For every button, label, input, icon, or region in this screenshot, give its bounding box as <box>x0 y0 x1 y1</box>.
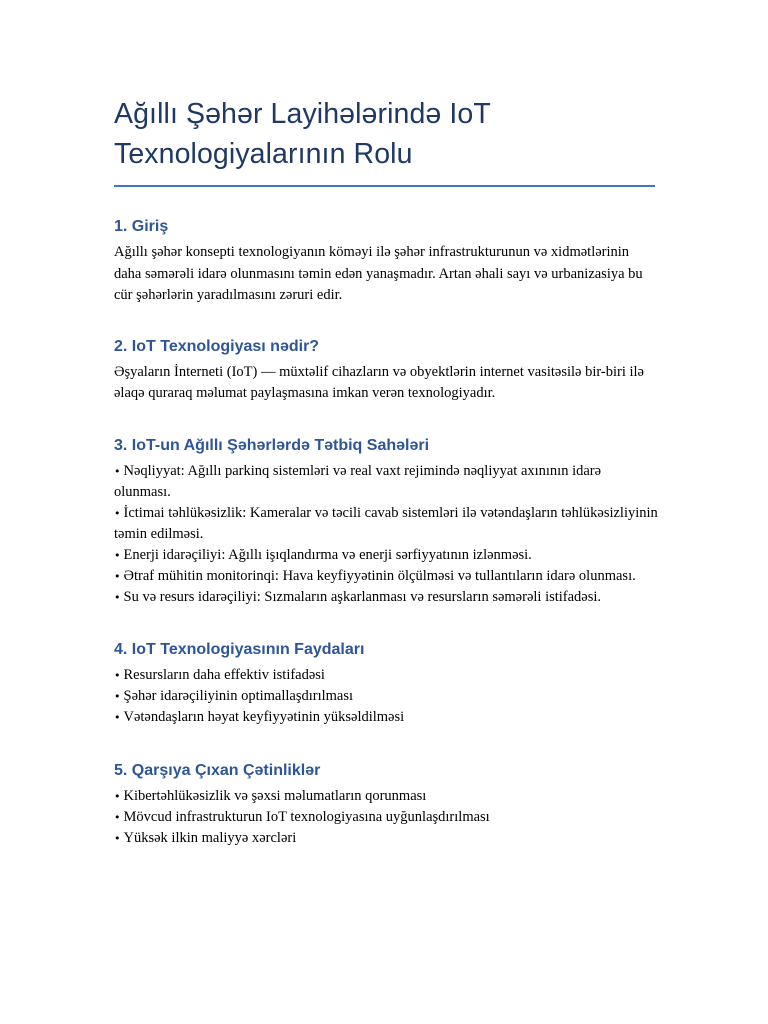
bullet-glyph: • <box>114 506 121 520</box>
list-item <box>114 461 659 503</box>
section-heading-applications: 3. IoT-un Ağıllı Şəhərlərdə Tətbiq Sahələri <box>114 436 430 454</box>
document-title <box>114 94 659 174</box>
bullet-glyph: • <box>114 789 121 803</box>
section-paragraph-what-is-iot: Əşyaların İnterneti (IoT) — müxtəlif cihazların və obyektlərin internet vasitəsilə bir-biri ilə əlaqə quraraq məlumat paylaşmasına imkan verən texnologiyadır. <box>114 363 644 401</box>
list-item-text: Su və resurs idarəçiliyi: Sızmaların aşkarlanması və resursların səmərəli istifadəsi. <box>123 588 602 605</box>
section-heading-challenges: 5. Qarşıya Çıxan Çətinliklər <box>114 761 321 779</box>
list-item <box>114 665 659 686</box>
list-item <box>114 503 659 545</box>
list-item <box>114 545 659 566</box>
bullet-glyph: • <box>114 710 121 724</box>
document-page <box>114 94 659 849</box>
list-item-text: Resursların daha effektiv istifadəsi <box>123 666 325 683</box>
list-item-text: İctimai təhlükəsizlik: Kameralar və təcili cavab sistemləri ilə vətəndaşların təhlükəsizliyinin təmin edilməsi. <box>114 504 658 542</box>
bullet-glyph: • <box>114 810 121 824</box>
bullet-glyph: • <box>114 590 121 604</box>
bullet-glyph: • <box>114 689 121 703</box>
list-item <box>114 786 659 807</box>
list-item-text: Yüksək ilkin maliyyə xərcləri <box>123 829 297 846</box>
bullet-glyph: • <box>114 831 121 845</box>
section-heading-what-is-iot: 2. IoT Texnologiyası nədir? <box>114 337 320 355</box>
section-heading-intro: 1. Giriş <box>114 218 169 235</box>
benefits-list <box>114 665 659 728</box>
list-item <box>114 807 659 828</box>
list-item-text: Ətraf mühitin monitorinqi: Hava keyfiyyətinin ölçülməsi və tullantıların idarə olunması. <box>123 567 636 584</box>
list-item <box>114 566 659 587</box>
title-line-2: Texnologiyalarının Rolu <box>114 138 413 170</box>
section-paragraph-intro: Ağıllı şəhər konsepti texnologiyanın köməyi ilə şəhər infrastrukturunun və xidmətlərinin daha səmərəli idarə olunmasını təmin edən yanaşmadır. Artan əhali sayı və urbanizasiya bu cür şəhərlərin yaradılmasını zəruri edir. <box>114 244 643 303</box>
bullet-glyph: • <box>114 548 121 562</box>
list-item <box>114 587 659 608</box>
challenges-list <box>114 786 659 849</box>
bullet-glyph: • <box>114 569 121 583</box>
list-item-text: Nəqliyyat: Ağıllı parkinq sistemləri və real vaxt rejimində nəqliyyat axınının idarə olunması. <box>114 462 602 500</box>
list-item <box>114 686 659 707</box>
title-divider <box>114 185 655 187</box>
list-item <box>114 828 659 849</box>
title-line-1: Ağıllı Şəhər Layihələrində IoT <box>114 98 491 130</box>
list-item-text: Mövcud infrastrukturun IoT texnologiyasına uyğunlaşdırılması <box>123 808 490 825</box>
list-item-text: Şəhər idarəçiliyinin optimallaşdırılması <box>123 687 354 704</box>
list-item-text: Kibertəhlükəsizlik və şəxsi məlumatların qorunması <box>123 787 427 804</box>
bullet-glyph: • <box>114 464 121 478</box>
list-item <box>114 707 659 728</box>
bullet-glyph: • <box>114 668 121 682</box>
list-item-text: Vətəndaşların həyat keyfiyyətinin yüksəldilməsi <box>123 708 405 725</box>
list-item-text: Enerji idarəçiliyi: Ağıllı işıqlandırma və enerji sərfiyyatının izlənməsi. <box>123 546 532 563</box>
section-heading-benefits: 4. IoT Texnologiyasının Faydaları <box>114 640 365 658</box>
applications-list <box>114 461 659 608</box>
